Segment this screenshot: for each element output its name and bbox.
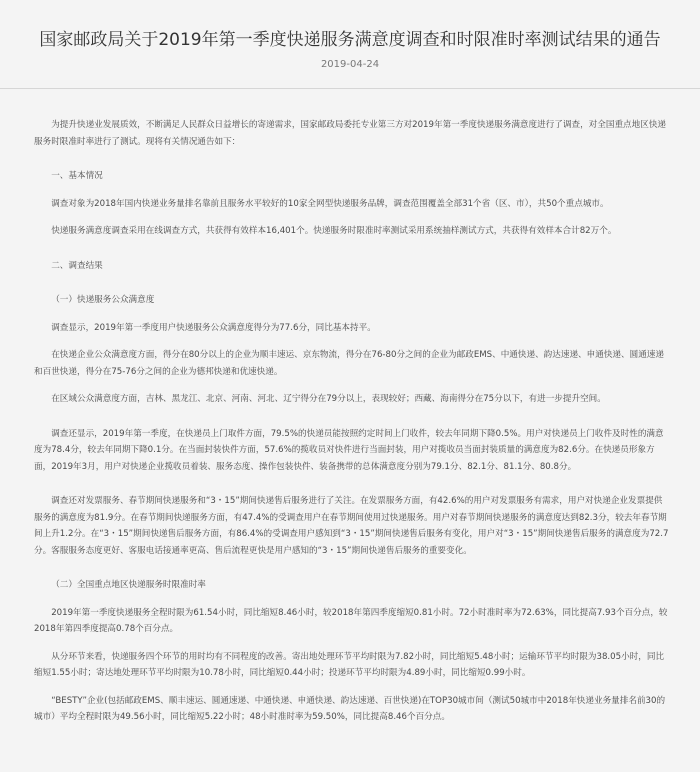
article-body	[0, 117, 700, 726]
paragraph: 在区域公众满意度方面，吉林、黑龙江、北京、河南、河北、辽宁得分在79分以上，表现较好；西藏、海南得分在75分以下，有进一步提升空间。	[51, 394, 606, 404]
paragraph: 调查对象为2018年国内快递业务量排名靠前且服务水平较好的10家全网型快递服务品牌，调查范围覆盖全部31个省（区、市），共50个重点城市。	[51, 198, 609, 209]
title-divider	[0, 88, 700, 89]
paragraph: 2019年第一季度快递服务全程时限为61.54小时，同比缩短8.46小时，较2018年第四季度缩短0.81小时。72小时准时率为72.63%，同比提高7.93个百分点，较2018年第四季度提高0.78个百分点。	[34, 607, 668, 634]
paragraph: 调查显示，2019年第一季度用户快递服务公众满意度得分为77.6分，同比基本持平。	[51, 322, 376, 333]
paragraph: 调查还对发票服务、春节期间快递服务和“3・15”期间快递售后服务进行了关注。在发票服务方面，有42.6%的用户对发票服务有需求，用户对快递企业发票提供服务的满意度为81.9分。在春节期间快递服务方面，有47.4%的受调查用户在春节期间使用过快递服务。用户对春节期间快递服务的满意度达到82.3分，较去年春节期间上升1.2分。在“3・15”期间快递售后服务方面，有86.4%的受调查用户感知到“3・15”期间快递售后服务有变化，用户对“3・15”期间快递售后服务的满意度为72.7分。客服服务态度更好、客服电话接通率更高、售后流程更快是用户感知的“3・15”期间快递售后服务的重要变化。	[34, 496, 669, 556]
subsection-heading-satisfaction: （一）快递服务公众满意度	[51, 295, 155, 305]
section-heading-basic-info: 一、基本情况	[51, 171, 103, 181]
article-title: 国家邮政局关于2019年第一季度快递服务满意度调查和时限准时率测试结果的通告	[39, 30, 661, 50]
paragraph: 在快递企业公众满意度方面，得分在80分以上的企业为顺丰速运、京东物流，得分在76-80分之间的企业为邮政EMS、中通快递、韵达速递、申通快递、圆通速递和百世快递，得分在75-76分之间的企业为德邦快递和优速快递。	[34, 350, 664, 377]
paragraph: 快递服务满意度调查采用在线调查方式，共获得有效样本16,401个。快递服务时限准时率测试采用系统抽样测试方式，共获得有效样本合计82万个。	[51, 226, 617, 236]
paragraph: 调查还显示，2019年第一季度，在快递员上门取件方面，79.5%的快递员能按照约定时间上门收件，较去年同期下降0.5%。用户对快递员上门收件及时性的满意度为78.4分，较去年同期下降0.1分。在当面封装快件方面，57.6%的揽收员对快件进行当面封装，用户对揽收员当面封装质量的满意度为82.6分。在快递员形象方面，2019年3月，用户对快递企业揽收员着装、服务态度、操作包装快件、装备携带的总体满意度分别为79.1分、82.1分、81.1分、80.8分。	[34, 428, 664, 472]
paragraph: 从分环节来看，快递服务四个环节的用时均有不同程度的改善。寄出地处理环节平均时限为7.82小时，同比缩短5.48小时；运输环节平均时限为38.05小时，同比缩短1.55小时；寄达地处理环节平均时限为10.78小时，同比缩短0.44小时；投递环节平均时限为4.89小时，同比缩短0.99小时。	[34, 651, 665, 678]
paragraph: “BESTY”企业(包括邮政EMS、顺丰速运、圆通速递、中通快递、申通快递、韵达速递、百世快递)在TOP30城市间（测试50城市中2018年快递业务量排名前30的城市）平均全程时限为49.56小时，同比缩短5.22小时；48小时准时率为59.50%，同比提高8.46个百分点。	[34, 695, 666, 722]
subsection-heading-timeliness: （二）全国重点地区快递服务时限准时率	[51, 580, 206, 590]
section-heading-results: 二、调查结果	[51, 260, 103, 271]
intro-paragraph: 为提升快递业发展质效，不断满足人民群众日益增长的寄递需求，国家邮政局委托专业第三方对2019年第一季度快递服务满意度进行了调查，对全国重点地区快递服务时限准时率进行了测试。现将有关情况通告如下：	[34, 120, 667, 147]
publish-date: 2019-04-24	[320, 59, 380, 70]
